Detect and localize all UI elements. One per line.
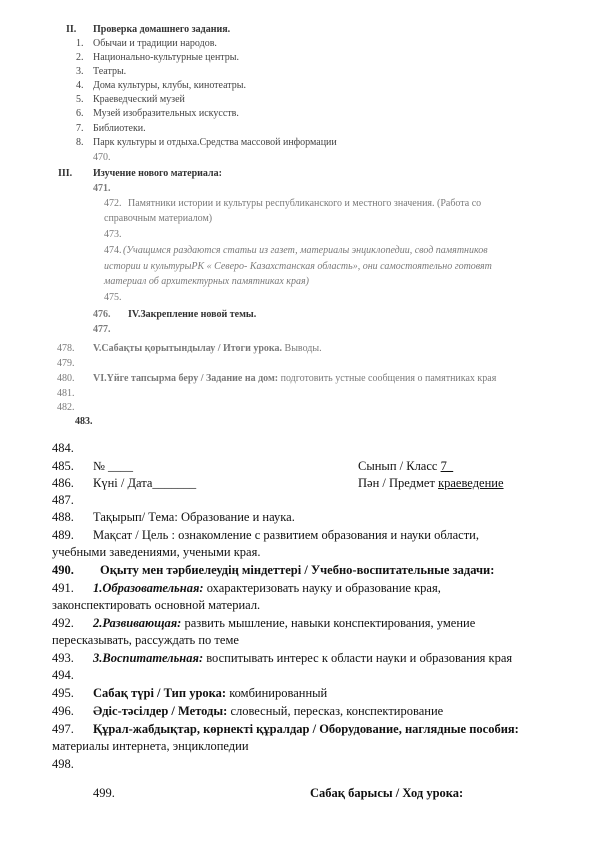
list-item: Обычаи и традиции народов. [93, 38, 217, 49]
grade-label: Сынып / Класс [358, 459, 441, 473]
line-number: 479. [57, 358, 75, 369]
line-number: 499. [93, 786, 115, 800]
educational-continuation: законспектировать основной материал. [52, 598, 261, 612]
paragraph-text: Памятники истории и культуры республиканского и местного значения. (Работа со [128, 198, 482, 209]
goal-label: Мақсат / Цель : [93, 528, 175, 542]
line-number: 489. [52, 528, 74, 542]
line-number: 494. [52, 668, 74, 682]
line-number: 496. [52, 704, 74, 718]
line-number: 473. [104, 229, 122, 240]
educational-value: охарактеризовать науку и образование края, [203, 581, 441, 595]
list-item: Национально-культурные центры. [93, 52, 240, 63]
line-number: 482. [57, 402, 75, 413]
methods-line [93, 704, 443, 719]
summary-label: V.Сабақты қорытындылау / Итоги урока. [93, 343, 283, 354]
methods-label: Әдіс-тәсілдер / Методы: [93, 704, 228, 718]
goal-value: ознакомление с развитием образования и науки области, [174, 528, 479, 542]
homework-label: VI.Үйге тапсырма беру / Задание на дом: [93, 373, 279, 384]
list-number: 7. [76, 123, 84, 134]
lesson-number-field: № ____ [93, 459, 134, 473]
line-number: 475. [104, 292, 122, 303]
homework-value: подготовить устные сообщения о памятниках края [278, 373, 497, 384]
section-title: Проверка домашнего задания. [93, 24, 231, 35]
subject-value: краеведение [438, 476, 504, 490]
line-number: 471. [93, 183, 111, 194]
goal-continuation: учебными заведениями, учеными края. [52, 545, 261, 559]
grade-field [358, 459, 453, 474]
homework-line [93, 373, 496, 384]
list-item: Библиотеки. [93, 123, 146, 134]
list-number: 8. [76, 137, 84, 148]
topic-value: Образование и наука. [177, 510, 295, 524]
lesson-type-label: Сабақ түрі / Тип урока: [93, 686, 227, 700]
line-number: 490. [52, 563, 74, 577]
paragraph-text: истории и культурыРК « Северо- Казахстанская область», они самостоятельно готовят [104, 261, 492, 272]
line-number: 486. [52, 476, 74, 490]
grade-value: 7_ [440, 459, 454, 473]
developing-task [93, 616, 475, 631]
topic-label: Тақырып/ Тема: [93, 510, 178, 524]
line-number: 493. [52, 651, 74, 665]
list-item: Музей изобразительных искусств. [93, 108, 239, 119]
paragraph-text: (Учащимся раздаются статьи из газет, материалы энциклопедии, свод памятников [123, 245, 488, 256]
developing-continuation: пересказывать, рассуждать по теме [52, 633, 239, 647]
section-title: IV.Закрепление новой темы. [128, 309, 257, 320]
educational-task [93, 581, 441, 596]
line-number: 485. [52, 459, 74, 473]
upbringing-task [93, 651, 512, 666]
list-number: 6. [76, 108, 84, 119]
equipment-label: Құрал-жабдықтар, көрнекті құралдар / Оборудование, наглядные пособия: [93, 722, 519, 736]
tasks-heading: Оқыту мен тәрбиелеудің міндеттері / Учебно-воспитательные задачи: [100, 563, 495, 577]
list-number: 2. [76, 52, 84, 63]
list-number: 5. [76, 94, 84, 105]
line-number: 498. [52, 757, 74, 771]
list-number: 3. [76, 66, 84, 77]
line-number: 470. [93, 152, 111, 163]
summary-value: Выводы. [282, 343, 322, 354]
lesson-course-heading: Сабақ барысы / Ход урока: [310, 786, 464, 800]
list-item: Парк культуры и отдыха.Средства массовой информации [93, 137, 337, 148]
summary-line [93, 343, 322, 354]
list-item: Театры. [93, 66, 127, 77]
list-number: 1. [76, 38, 84, 49]
methods-value: словесный, пересказ, конспектирование [227, 704, 444, 718]
section-numeral: III. [58, 168, 73, 179]
line-number: 495. [52, 686, 74, 700]
list-item: Дома культуры, клубы, кинотеатры. [93, 80, 247, 91]
line-number: 476. [93, 309, 111, 320]
upbringing-value: воспитывать интерес к области науки и образования края [203, 651, 513, 665]
line-number: 478. [57, 343, 75, 354]
list-number: 4. [76, 80, 84, 91]
line-number: 491. [52, 581, 74, 595]
list-item: Краеведческий музей [93, 94, 185, 105]
developing-value: развить мышление, навыки конспектирования, умение [181, 616, 476, 630]
section-numeral: II. [66, 24, 77, 35]
line-number: 484. [52, 441, 74, 455]
paragraph-text: справочным материалом) [104, 213, 213, 224]
educational-label: 1.Образовательная: [93, 581, 204, 595]
section-title: Изучение нового материала: [93, 168, 222, 179]
developing-label: 2.Развивающая: [93, 616, 182, 630]
line-number: 492. [52, 616, 74, 630]
lesson-type-line [93, 686, 327, 701]
subject-field [358, 476, 504, 491]
line-number: 481. [57, 388, 75, 399]
line-number: 483. [75, 416, 93, 427]
line-number: 480. [57, 373, 75, 384]
topic-line [93, 510, 295, 525]
date-field: Күні / Дата_______ [93, 476, 197, 490]
subject-label: Пән / Предмет [358, 476, 439, 490]
line-number: 488. [52, 510, 74, 524]
equipment-value: материалы интернета, энциклопедии [52, 739, 249, 753]
paragraph-text: материал об архитектурных памятниках края) [104, 276, 309, 287]
goal-line [93, 528, 479, 543]
line-number: 487. [52, 493, 74, 507]
line-number: 497. [52, 722, 74, 736]
line-number: 477. [93, 324, 111, 335]
lesson-type-value: комбинированный [226, 686, 328, 700]
upbringing-label: 3.Воспитательная: [93, 651, 204, 665]
line-number: 472. [104, 198, 122, 209]
line-number: 474. [104, 245, 122, 256]
